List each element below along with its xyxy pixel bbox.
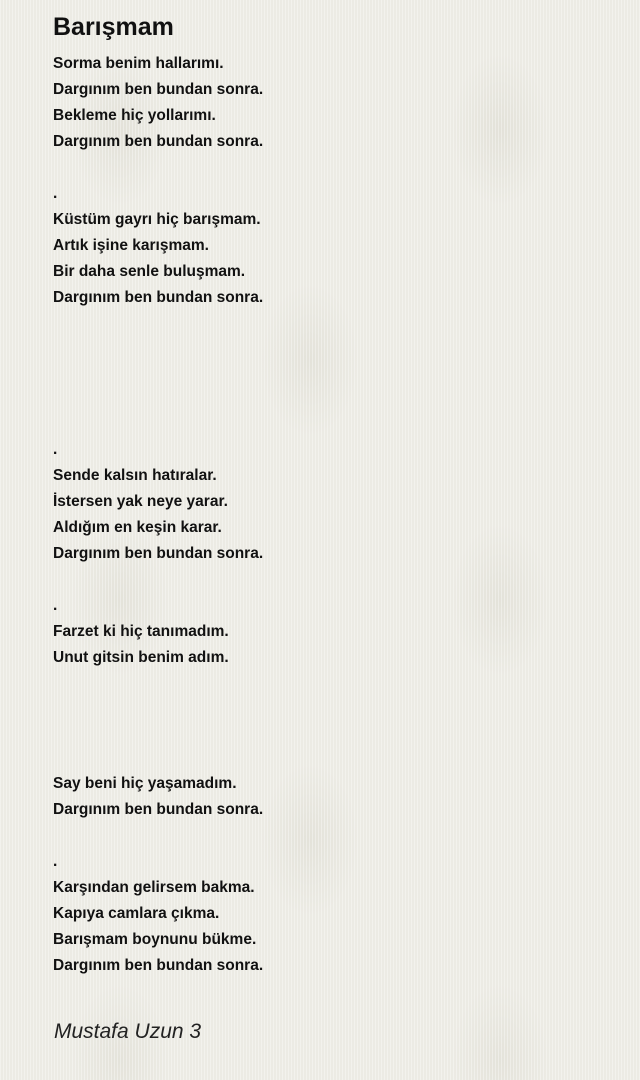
stanza-separator: . [53, 441, 58, 458]
poem-line: Karşından gelirsem bakma. [53, 879, 255, 896]
poem-line: Bekleme hiç yollarımı. [53, 107, 216, 124]
poem-line: Dargınım ben bundan sonra. [53, 957, 264, 974]
poem-line: Küstüm gayrı hiç barışmam. [53, 211, 261, 228]
poem-line: Bir daha senle buluşmam. [53, 263, 246, 280]
poem-line: Sorma benim hallarımı. [53, 55, 224, 72]
poem-line: Dargınım ben bundan sonra. [53, 81, 264, 98]
poem-line: Sende kalsın hatıralar. [53, 467, 217, 484]
poem-line: Aldığım en keşin karar. [53, 519, 222, 536]
stanza-separator: . [53, 853, 58, 870]
poem-line: Say beni hiç yaşamadım. [53, 775, 237, 792]
poem-line: Kapıya camlara çıkma. [53, 905, 220, 922]
poem-line: İstersen yak neye yarar. [53, 493, 228, 510]
poem-line: Barışmam boynunu bükme. [53, 931, 257, 948]
stanza-separator: . [53, 597, 58, 614]
poem-line: Dargınım ben bundan sonra. [53, 545, 264, 562]
poem-line: Dargınım ben bundan sonra. [53, 133, 264, 150]
poem-line: Dargınım ben bundan sonra. [53, 289, 264, 306]
poem-title: Barışmam [53, 13, 174, 41]
poem-line: Dargınım ben bundan sonra. [53, 801, 264, 818]
poem-line: Unut gitsin benim adım. [53, 649, 229, 666]
poem-line: Farzet ki hiç tanımadım. [53, 623, 229, 640]
poem-line: Artık işine karışmam. [53, 237, 209, 254]
stanza-separator: . [53, 185, 58, 202]
poem-author: Mustafa Uzun 3 [54, 1020, 202, 1043]
